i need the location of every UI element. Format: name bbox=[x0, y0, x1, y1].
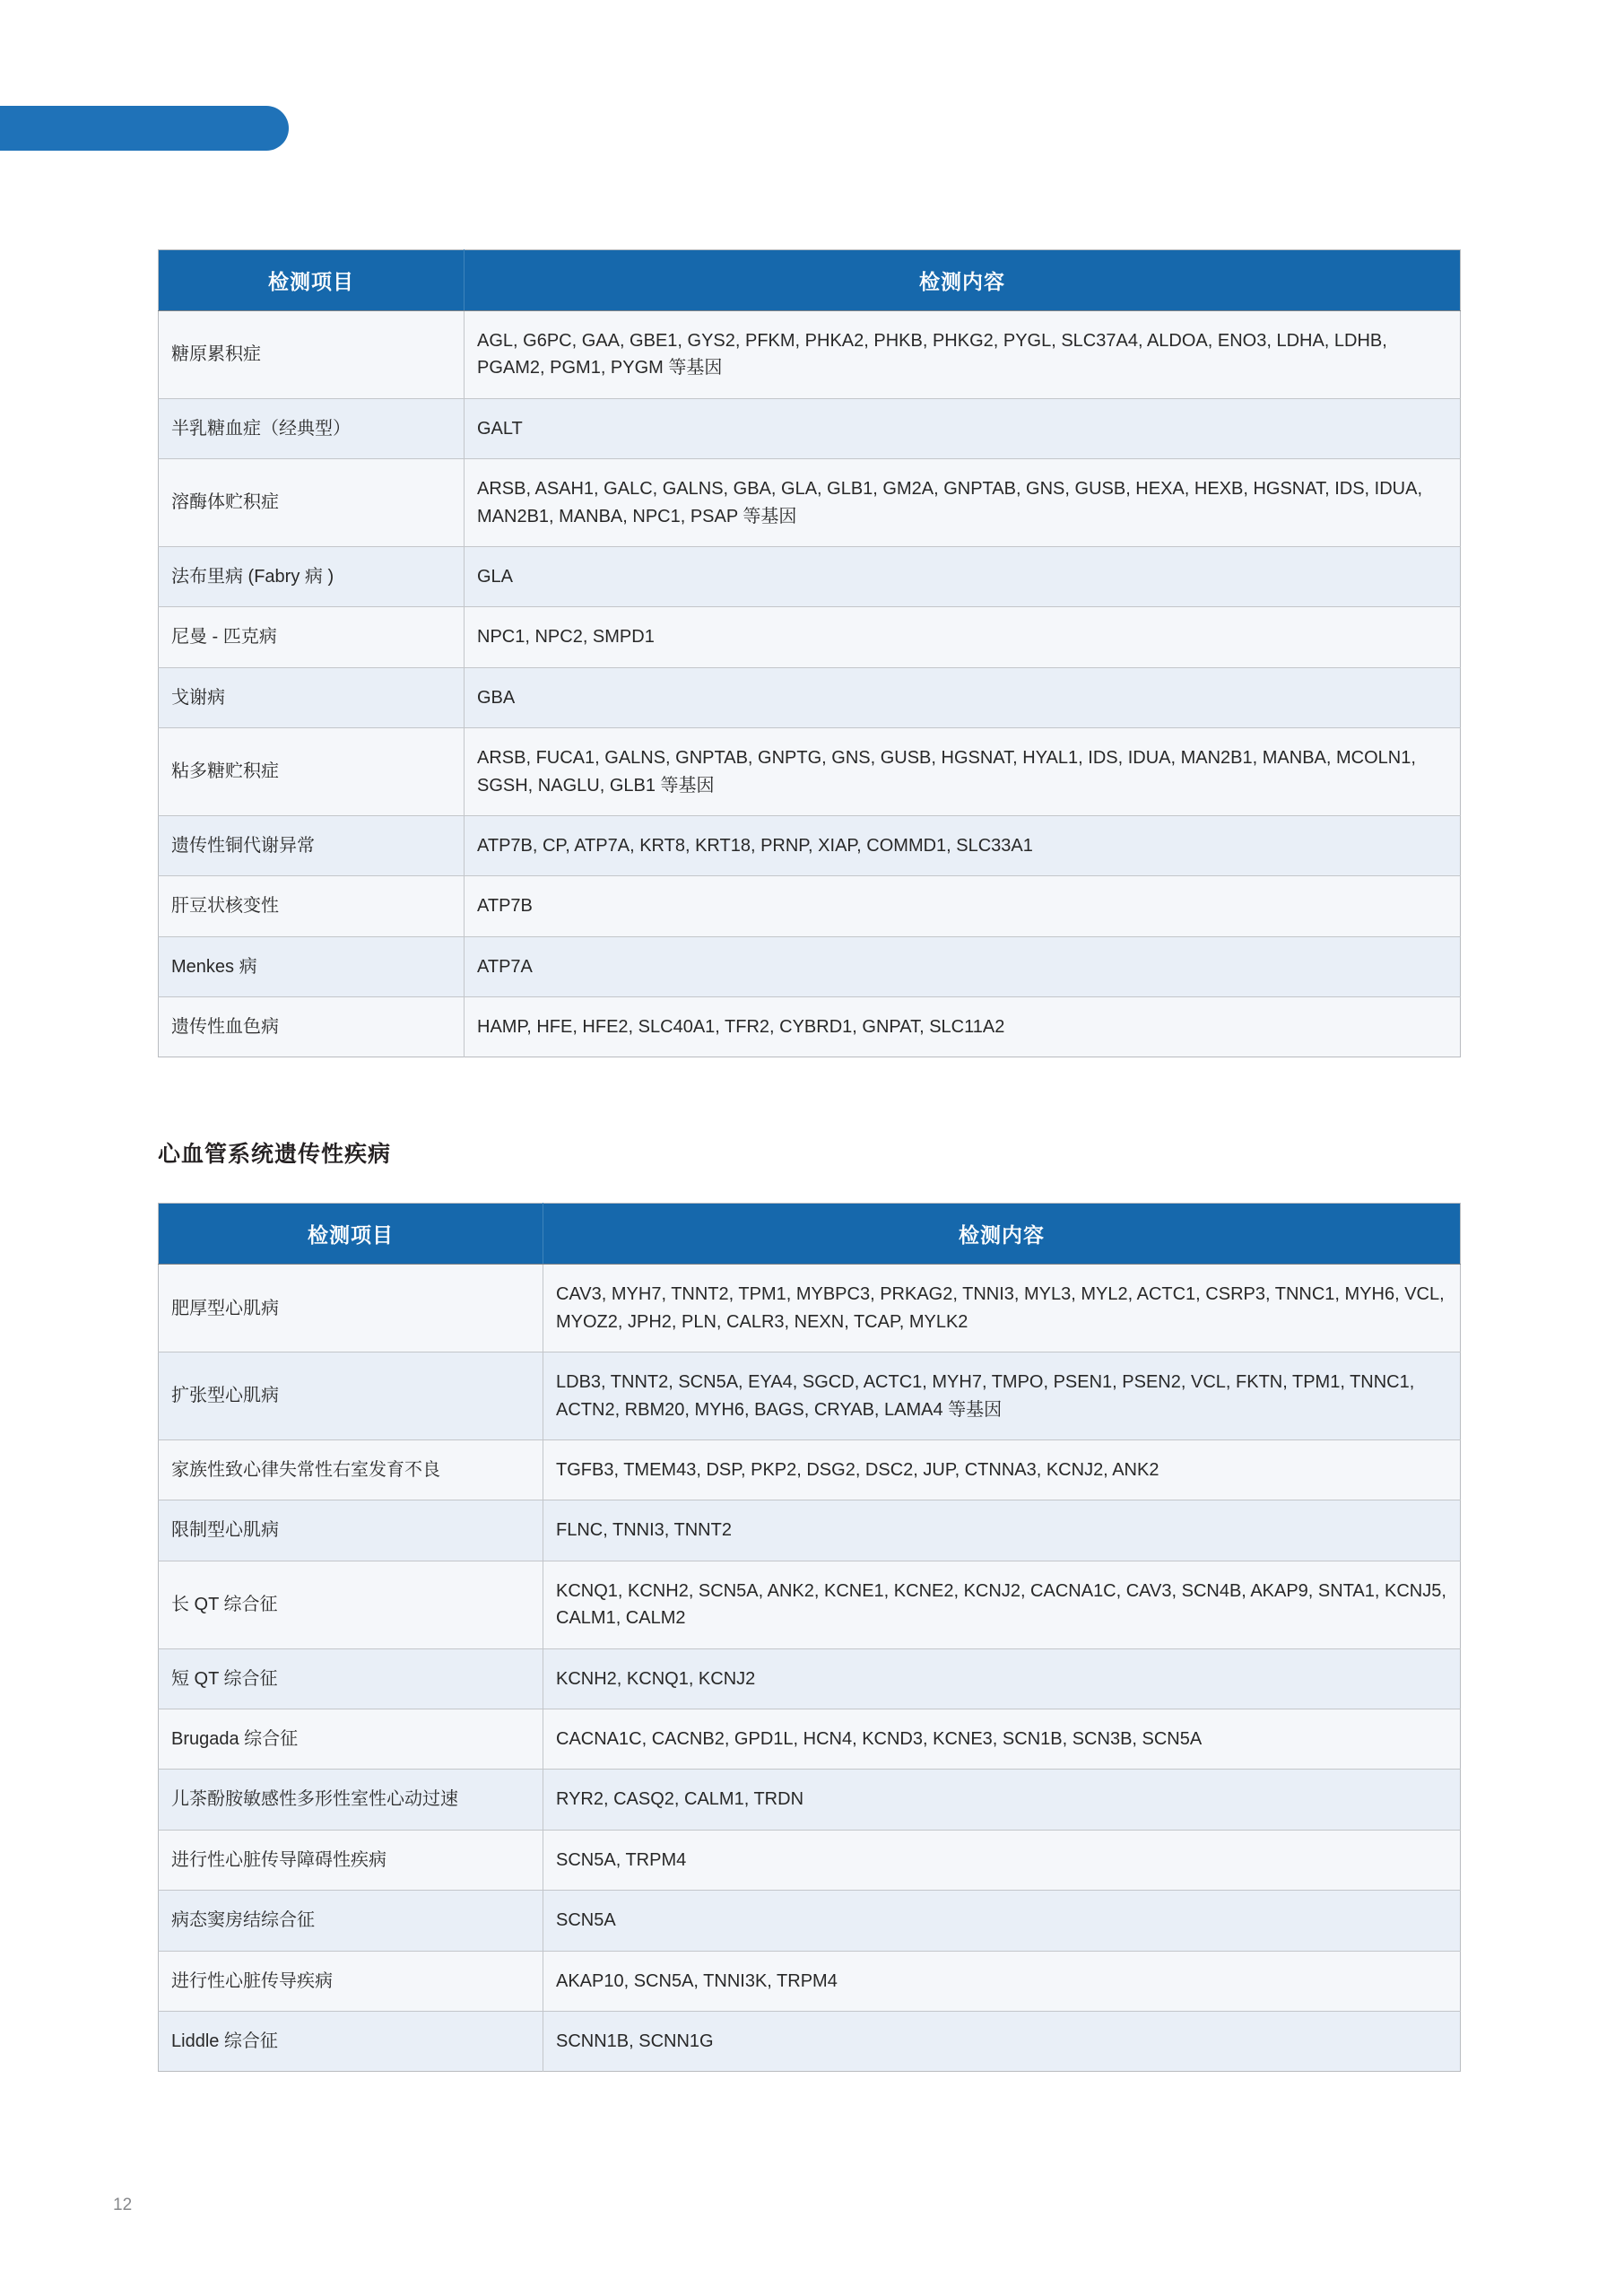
cell-item: 戈谢病 bbox=[159, 667, 465, 727]
table-row bbox=[159, 815, 1461, 875]
section-heading-cardiovascular: 心血管系统遗传性疾病 bbox=[158, 1142, 392, 1168]
cell-content: RYR2, CASQ2, CALM1, TRDN bbox=[543, 1770, 1461, 1830]
metabolic-table bbox=[158, 249, 1461, 1057]
table-row bbox=[159, 1770, 1461, 1830]
table-row bbox=[159, 1648, 1461, 1709]
cell-content: LDB3, TNNT2, SCN5A, EYA4, SGCD, ACTC1, MYH7, TMPO, PSEN1, PSEN2, VCL, FKTN, TPM1, TNNC1, ACTN2, RBM20, MYH6, BAGS, CRYAB, LAMA4 等基因 bbox=[543, 1352, 1461, 1440]
page-number: 12 bbox=[113, 2196, 133, 2214]
cell-item: 扩张型心肌病 bbox=[159, 1352, 543, 1440]
cell-item: Liddle 综合征 bbox=[159, 2011, 543, 2071]
cell-item: 限制型心肌病 bbox=[159, 1500, 543, 1561]
table-body bbox=[159, 311, 1461, 1057]
table-row bbox=[159, 1709, 1461, 1769]
column-header-content: 检测内容 bbox=[543, 1204, 1461, 1265]
cell-content: GBA bbox=[465, 667, 1461, 727]
table-row bbox=[159, 546, 1461, 606]
cell-content: NPC1, NPC2, SMPD1 bbox=[465, 607, 1461, 667]
cell-item: 进行性心脏传导障碍性疾病 bbox=[159, 1830, 543, 1890]
cell-content: CAV3, MYH7, TNNT2, TPM1, MYBPC3, PRKAG2, TNNI3, MYL3, MYL2, ACTC1, CSRP3, TNNC1, MYH6, VCL, MYOZ2, JPH2, PLN, CALR3, NEXN, TCAP, MYLK2 bbox=[543, 1265, 1461, 1352]
table-header bbox=[159, 1204, 1461, 1265]
cell-content: ATP7B, CP, ATP7A, KRT8, KRT18, PRNP, XIAP, COMMD1, SLC33A1 bbox=[465, 815, 1461, 875]
table-row bbox=[159, 997, 1461, 1057]
table-row bbox=[159, 1951, 1461, 2011]
cell-content: SCN5A bbox=[543, 1891, 1461, 1951]
cell-item: Brugada 综合征 bbox=[159, 1709, 543, 1769]
cell-content: GALT bbox=[465, 398, 1461, 458]
cell-item: 儿茶酚胺敏感性多形性室性心动过速 bbox=[159, 1770, 543, 1830]
cell-content: ARSB, FUCA1, GALNS, GNPTAB, GNPTG, GNS, GUSB, HGSNAT, HYAL1, IDS, IDUA, MAN2B1, MANBA, MCOLN1, SGSH, NAGLU, GLB1 等基因 bbox=[465, 728, 1461, 816]
cell-content: KCNH2, KCNQ1, KCNJ2 bbox=[543, 1648, 1461, 1709]
cell-item: 溶酶体贮积症 bbox=[159, 459, 465, 547]
cell-item: 肥厚型心肌病 bbox=[159, 1265, 543, 1352]
cell-content: ARSB, ASAH1, GALC, GALNS, GBA, GLA, GLB1, GM2A, GNPTAB, GNS, GUSB, HEXA, HEXB, HGSNAT, IDS, IDUA, MAN2B1, MANBA, NPC1, PSAP 等基因 bbox=[465, 459, 1461, 547]
table-row bbox=[159, 936, 1461, 996]
table-row bbox=[159, 398, 1461, 458]
cell-content: TGFB3, TMEM43, DSP, PKP2, DSG2, DSC2, JUP, CTNNA3, KCNJ2, ANK2 bbox=[543, 1440, 1461, 1500]
column-header-item: 检测项目 bbox=[159, 1204, 543, 1265]
cardiovascular-table bbox=[158, 1203, 1461, 2072]
table-row bbox=[159, 1352, 1461, 1440]
table-row bbox=[159, 1500, 1461, 1561]
cell-item: 短 QT 综合征 bbox=[159, 1648, 543, 1709]
cell-content: CACNA1C, CACNB2, GPD1L, HCN4, KCND3, KCNE3, SCN1B, SCN3B, SCN5A bbox=[543, 1709, 1461, 1769]
table-header bbox=[159, 250, 1461, 311]
cell-item: 法布里病 (Fabry 病 ) bbox=[159, 546, 465, 606]
table-body bbox=[159, 1265, 1461, 2072]
table-row bbox=[159, 1440, 1461, 1500]
column-header-content: 检测内容 bbox=[465, 250, 1461, 311]
cell-item: 遗传性血色病 bbox=[159, 997, 465, 1057]
table-row bbox=[159, 607, 1461, 667]
table-row bbox=[159, 311, 1461, 399]
cell-item: Menkes 病 bbox=[159, 936, 465, 996]
table-row bbox=[159, 1561, 1461, 1648]
table-row bbox=[159, 1830, 1461, 1890]
cell-item: 遗传性铜代谢异常 bbox=[159, 815, 465, 875]
table-header-row bbox=[159, 250, 1461, 311]
cell-item: 半乳糖血症（经典型） bbox=[159, 398, 465, 458]
cell-content: KCNQ1, KCNH2, SCN5A, ANK2, KCNE1, KCNE2, KCNJ2, CACNA1C, CAV3, SCN4B, AKAP9, SNTA1, KCNJ5, CALM1, CALM2 bbox=[543, 1561, 1461, 1648]
cell-item: 粘多糖贮积症 bbox=[159, 728, 465, 816]
cell-content: FLNC, TNNI3, TNNT2 bbox=[543, 1500, 1461, 1561]
cell-item: 肝豆状核变性 bbox=[159, 876, 465, 936]
cell-content: ATP7A bbox=[465, 936, 1461, 996]
cell-content: SCNN1B, SCNN1G bbox=[543, 2011, 1461, 2071]
cell-content: AKAP10, SCN5A, TNNI3K, TRPM4 bbox=[543, 1951, 1461, 2011]
cell-content: AGL, G6PC, GAA, GBE1, GYS2, PFKM, PHKA2, PHKB, PHKG2, PYGL, SLC37A4, ALDOA, ENO3, LDHA, LDHB, PGAM2, PGM1, PYGM 等基因 bbox=[465, 311, 1461, 399]
column-header-item: 检测项目 bbox=[159, 250, 465, 311]
cell-content: GLA bbox=[465, 546, 1461, 606]
table-row bbox=[159, 1891, 1461, 1951]
cell-content: HAMP, HFE, HFE2, SLC40A1, TFR2, CYBRD1, GNPAT, SLC11A2 bbox=[465, 997, 1461, 1057]
cell-content: ATP7B bbox=[465, 876, 1461, 936]
cell-item: 糖原累积症 bbox=[159, 311, 465, 399]
table-row bbox=[159, 728, 1461, 816]
cell-content: SCN5A, TRPM4 bbox=[543, 1830, 1461, 1890]
table-row bbox=[159, 1265, 1461, 1352]
table-row bbox=[159, 667, 1461, 727]
cell-item: 进行性心脏传导疾病 bbox=[159, 1951, 543, 2011]
table-header-row bbox=[159, 1204, 1461, 1265]
cell-item: 尼曼 - 匹克病 bbox=[159, 607, 465, 667]
page-content bbox=[158, 0, 1461, 2072]
cell-item: 家族性致心律失常性右室发育不良 bbox=[159, 1440, 543, 1500]
table-row bbox=[159, 2011, 1461, 2071]
cell-item: 长 QT 综合征 bbox=[159, 1561, 543, 1648]
cell-item: 病态窦房结综合征 bbox=[159, 1891, 543, 1951]
table-row bbox=[159, 459, 1461, 547]
table-row bbox=[159, 876, 1461, 936]
